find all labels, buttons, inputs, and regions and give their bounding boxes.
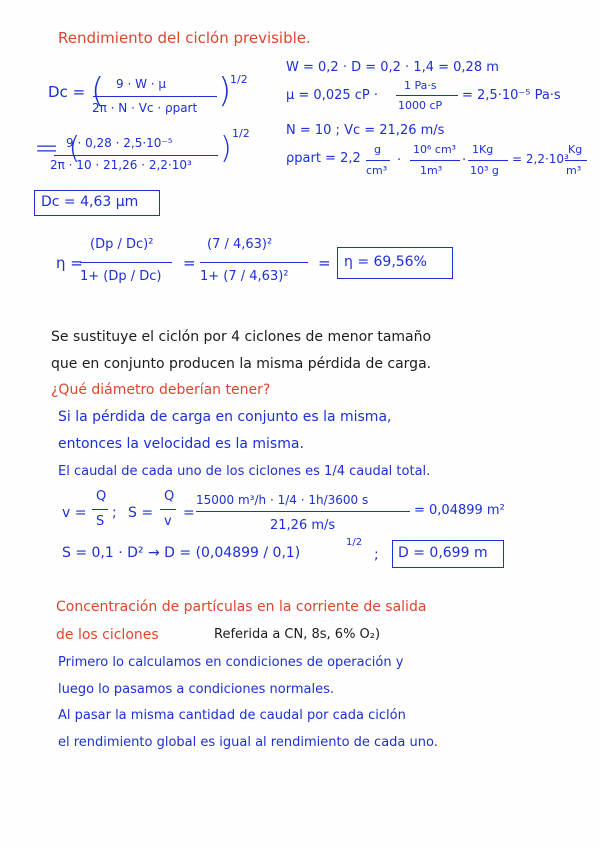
eta-den1: 1+ (Dp / Dc) xyxy=(80,269,162,284)
area-v-num: Q xyxy=(96,489,107,504)
concentration-line4: el rendimiento global es igual al rendimiento de cada uno. xyxy=(58,735,438,750)
concentration-title2: de los ciclones xyxy=(56,627,159,643)
given-rho-f3-bar xyxy=(468,160,508,161)
dc-subst-fraction-bar xyxy=(54,155,218,156)
dc-formula-denominator: 2π · N · Vc · ρpart xyxy=(92,101,198,115)
dc-paren-open: ( xyxy=(91,71,105,111)
dc-subst-paren-close: ) xyxy=(220,131,232,166)
concentration-line3: Al pasar la misma cantidad de caudal por cada ciclón xyxy=(58,708,406,723)
area-s-bar xyxy=(160,509,176,510)
area-sep: ; xyxy=(112,505,117,521)
given-rho-dot1: · xyxy=(397,153,402,168)
given-rho-dot2: · xyxy=(462,153,467,168)
given-rho-f3-num: 1Kg xyxy=(472,143,494,156)
eta-eq2: = xyxy=(318,254,331,272)
given-mu-lhs: μ = 0,025 cP · xyxy=(286,88,379,103)
dc-fraction-bar xyxy=(93,96,217,97)
area-d-sep: ; xyxy=(374,547,379,563)
given-mu-den: 1000 cP xyxy=(398,99,443,112)
area-big-num: 15000 m³/h · 1/4 · 1h/3600 s xyxy=(196,493,369,507)
given-rho-eq: = 2,2·10³ xyxy=(512,152,569,166)
area-big-den: 21,26 m/s xyxy=(270,518,336,533)
given-mu-bar xyxy=(396,95,458,96)
replacement-line1: Se sustituye el ciclón por 4 ciclones de menor tamaño xyxy=(51,329,432,345)
concentration-title1: Concentración de partículas en la corriente de salida xyxy=(56,599,427,615)
eta-den2: 1+ (7 / 4,63)² xyxy=(200,269,289,284)
given-rho-f4-den: m³ xyxy=(566,164,582,177)
given-mu-num: 1 Pa·s xyxy=(404,79,437,92)
given-rho-f1-den: cm³ xyxy=(366,164,388,177)
area-v-den: S xyxy=(96,514,105,529)
dc-subst-denominator: 2π · 10 · 21,26 · 2,2·10³ xyxy=(50,158,192,172)
area-s-eq: = xyxy=(183,505,195,521)
given-rho-lhs: ρpart = 2,2 xyxy=(286,151,361,166)
given-rho-f2-num: 10⁶ cm³ xyxy=(413,143,457,156)
replacement-line3: Si la pérdida de carga en conjunto es la misma, xyxy=(58,409,392,425)
area-d-exp: 1/2 xyxy=(346,537,363,548)
concentration-title2-note: Referida a CN, 8s, 6% O₂) xyxy=(214,627,381,642)
area-d-line: S = 0,1 · D² → D = (0,04899 / 0,1) xyxy=(62,545,301,561)
given-rho-f2-bar xyxy=(410,160,460,161)
given-rho-f1-num: g xyxy=(374,143,381,156)
area-big-bar xyxy=(196,511,410,512)
dc-formula-numerator: 9 · W · μ xyxy=(116,77,167,91)
replacement-line5: El caudal de cada uno de los ciclones es 1/4 caudal total. xyxy=(58,464,431,479)
eta-num2: (7 / 4,63)² xyxy=(207,237,273,252)
section-title: Rendimiento del ciclón previsible. xyxy=(58,29,311,47)
eta-result: η = 69,56% xyxy=(344,254,427,270)
concentration-line2: luego lo pasamos a condiciones normales. xyxy=(58,682,334,697)
replacement-question: ¿Qué diámetro deberían tener? xyxy=(51,382,271,398)
dc-paren-close: ) xyxy=(218,71,232,111)
given-mu-rhs: = 2,5·10⁻⁵ Pa·s xyxy=(462,88,561,103)
area-s-den: v xyxy=(164,514,172,529)
eta-bar1 xyxy=(80,262,172,263)
area-s-lhs: S = xyxy=(128,505,154,521)
given-rho-f3-den: 10³ g xyxy=(470,164,499,177)
dc-subst-lhs: = ( xyxy=(34,131,81,166)
eta-bar2 xyxy=(200,262,308,263)
area-v-lhs: v = xyxy=(62,505,87,521)
given-n-vc: N = 10 ; Vc = 21,26 m/s xyxy=(286,123,445,138)
area-s-num: Q xyxy=(164,489,175,504)
eta-lhs: η = xyxy=(56,254,83,272)
given-w: W = 0,2 · D = 0,2 · 1,4 = 0,28 m xyxy=(286,60,499,75)
replacement-line2: que en conjunto producen la misma pérdida de carga. xyxy=(51,356,432,372)
given-rho-f2-den: 1m³ xyxy=(420,164,443,177)
given-rho-f4-bar xyxy=(565,160,587,161)
replacement-line4: entonces la velocidad es la misma. xyxy=(58,436,304,452)
dc-result: Dc = 4,63 μm xyxy=(41,194,139,210)
given-rho-f4-num: Kg xyxy=(568,143,583,156)
dc-subst-exponent: 1/2 xyxy=(232,127,250,140)
concentration-line1: Primero lo calculamos en condiciones de operación y xyxy=(58,655,404,670)
dc-formula-lhs: Dc = xyxy=(48,83,86,101)
area-d-result: D = 0,699 m xyxy=(398,545,488,561)
area-big-result: = 0,04899 m² xyxy=(414,503,505,518)
given-rho-f1-bar xyxy=(366,160,390,161)
dc-subst-numerator: 9 · 0,28 · 2,5·10⁻⁵ xyxy=(66,136,173,150)
eta-num1: (Dp / Dc)² xyxy=(90,237,154,252)
eta-eq: = xyxy=(183,254,196,272)
dc-exponent: 1/2 xyxy=(230,73,248,86)
area-v-bar xyxy=(92,509,108,510)
